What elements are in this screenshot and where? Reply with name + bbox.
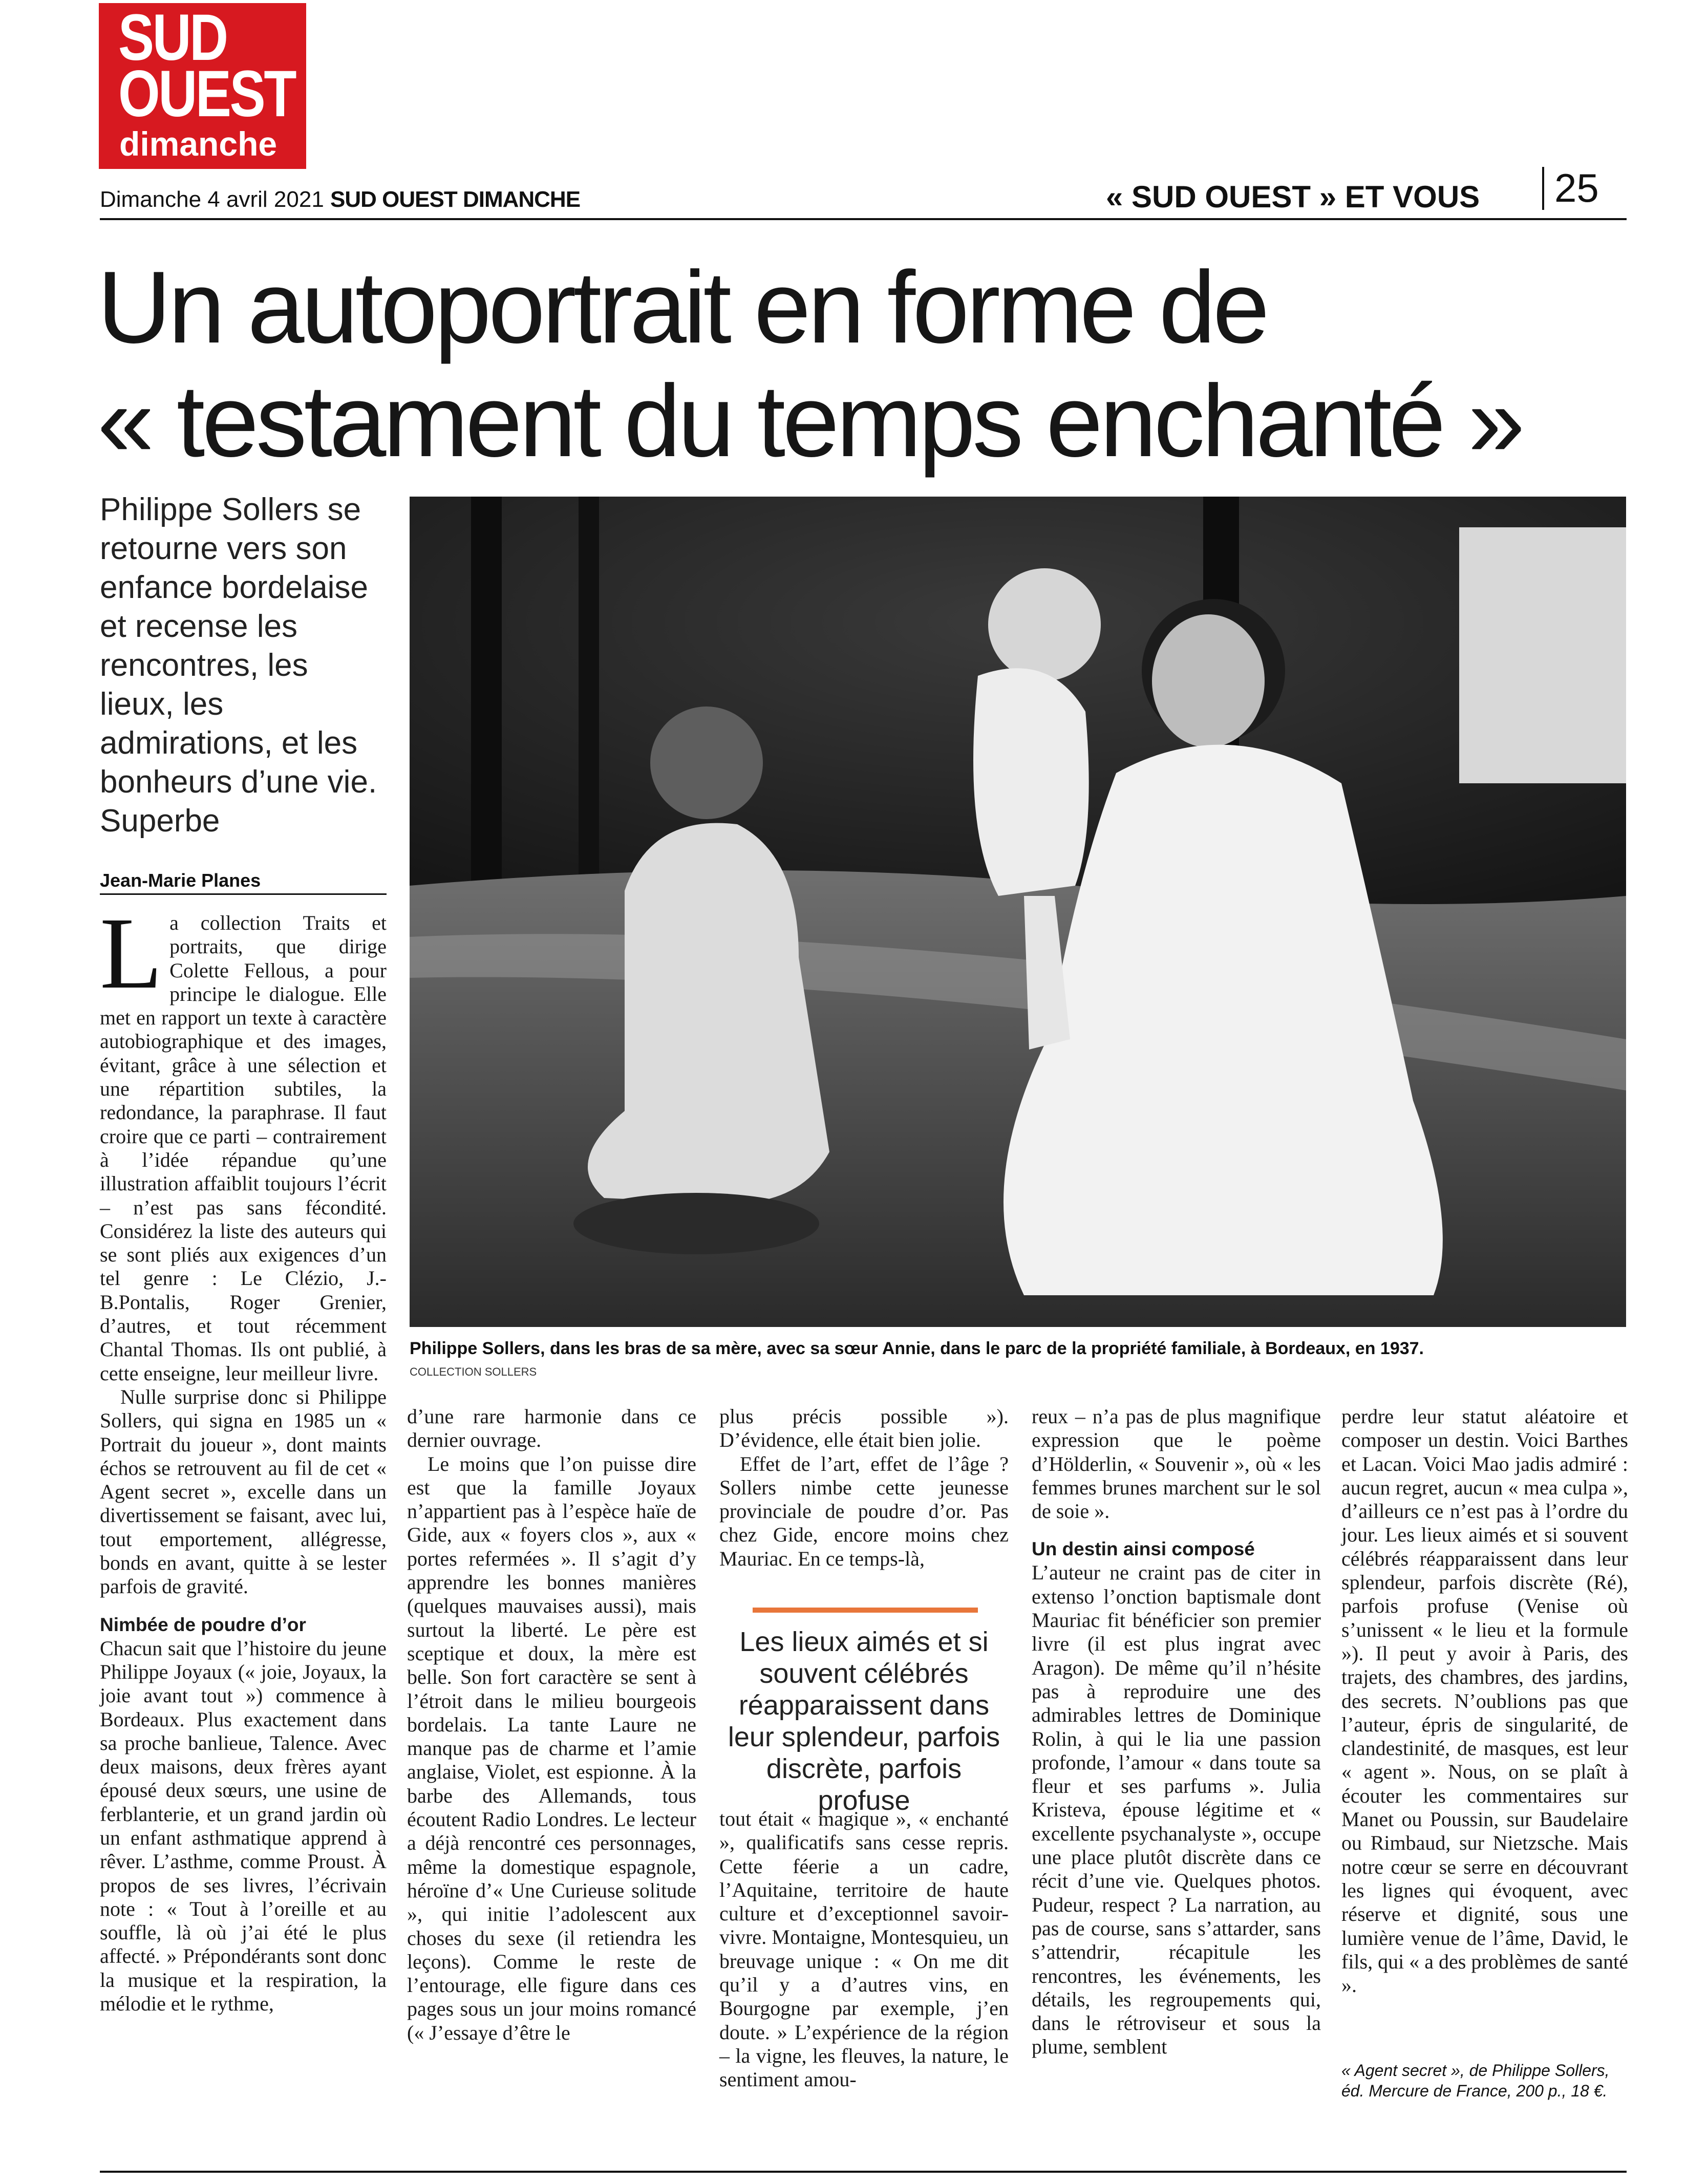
drop-cap: L	[100, 897, 163, 1010]
logo-line-dimanche: dimanche	[119, 125, 277, 163]
header-divider	[1542, 167, 1544, 210]
paragraph: perdre leur statut aléatoire et composer un destin. Voici Barthes et Lacan. Voici Mao jadis admiré : aucun regret, aucun « mea culpa », d’ailleurs ce n’est pas à l’ordre du jour. Les lieux aimés et si souvent célébrés réapparaissent dans leur splendeur, parfois discrète (Ré), parfois profuse (Venise où s’unissent « le lieu et la formule »). Il peut y avoir à Paris, des trajets, des chambres, des jardins, des secrets. N’oublions pas que l’auteur, épris de singularité, de clandestinité, de masques, est leur « agent ». Nous, on se plaît à écouter les commentaires sur Manet ou Poussin, sur Baudelaire ou Rimbaud, sur Nietzsche. Mais notre cœur se serre en découvrant les lignes qui évoquent, avec réserve et dignité, sous une lumière venue de l’âme, David, le fils, qui « a des problèmes de santé ».	[1341, 1405, 1628, 1997]
paragraph: tout était « magique », « enchanté », qualificatifs sans cesse repris. Cette féerie a un cadre, l’Aquitaine, territoire de haute culture et d’exceptionnel savoir-vivre. Montaigne, Montesquieu, un breuvage unique : « On me dit qu’il y a d’autres vins, en Bourgogne par exemple, j’en doute. » L’expérience de la région – la vigne, les fleuves, la nature, le sentiment amou-	[719, 1807, 1009, 2091]
header-publication: SUD OUEST DIMANCHE	[330, 187, 581, 212]
paragraph: Le moins que l’on puisse dire est que la famille Joyaux n’appartient pas à l’espèce haïe de Gide, aux « foyers clos », aux « portes refermées ». Il s’agit d’y apprendre les bonnes manières (quelques mauvaises aussi), mais surtout la liberté. Le père est sceptique et doux, la mère est belle. Son fort caractère se sent à l’étroit dans le milieu bourgeois bordelais. La tante Laure ne manque pas de charme et l’amie anglaise, Violet, est espionne. À la barbe des Allemands, tous écoutent Radio Londres. Le lecteur a déjà rencontré ces personnages, même la domestique espagnole, héroïne d’« Une Curieuse solitude », qui initie l’adolescent aux choses du sexe (il retiendra les leçons). Comme le reste de l’entourage, elle figure dans ces pages sous un jour moins romancé (« J’essaye d’être le	[407, 1452, 696, 2044]
logo-line-sud: SUD	[118, 1, 227, 74]
headline	[97, 251, 1638, 478]
header-dateline	[100, 184, 580, 215]
headline-line-2: « testament du temps enchanté »	[97, 364, 1522, 478]
photo-caption: Philippe Sollers, dans les bras de sa mère, avec sa sœur Annie, dans le parc de la propriété familiale, à Bordeaux, en 1937.	[410, 1339, 1424, 1358]
header-section: « SUD OUEST » ET VOUS	[1106, 180, 1480, 214]
sud-ouest-dimanche-logo	[99, 3, 306, 169]
header-date: Dimanche 4 avril 2021	[100, 187, 324, 212]
article-column-2	[407, 1405, 696, 2045]
article-column-3	[719, 1405, 1009, 1571]
article-column-4	[1032, 1405, 1321, 2059]
photo-credit: COLLECTION SOLLERS	[410, 1365, 537, 1378]
paragraph: d’une rare harmonie dans ce dernier ouvrage.	[407, 1405, 696, 1452]
lead-summary: Philippe Sollers se retourne vers son enfance bordelaise et recense les rencontres, les lieux, les admirations, et les bonheurs d’une vie. Superbe	[100, 492, 377, 839]
subheading: Un destin ainsi composé	[1032, 1538, 1255, 1560]
byline-rule	[100, 893, 387, 895]
pullquote-accent-bar	[753, 1608, 978, 1613]
paragraph: reux – n’a pas de plus magnifique expression que le poème d’Hölderlin, « Souvenir », où « les femmes brunes marchent sur le sol de soie ».	[1032, 1405, 1321, 1523]
headline-line-1: Un autoportrait en forme de	[97, 250, 1267, 365]
paragraph-text: a collection Traits et portraits, que dirige Colette Fellous, a pour principe le dialogue. Elle met en rapport un texte à caractère autobiographique et des images, évitant, grâce à une sélection et une répartition subtiles, la redondance, la paraphrase. Il faut croire que ce parti – contrairement à l’idée répandue qu’une illustration affaiblit toujours l’écrit – n’est pas sans fécondité. Considérez la liste des auteurs qui se sont pliés aux exigences d’un tel genre : Le Clézio, J.-B.Pontalis, Roger Grenier, d’autres, et tout récemment Chantal Thomas. Ils ont publié, à cette enseigne, leur meilleur livre.	[100, 911, 387, 1385]
paragraph: plus précis possible »). D’évidence, elle était bien jolie.	[719, 1405, 1009, 1452]
family-photo	[410, 497, 1626, 1327]
bottom-rule	[100, 2171, 1627, 2173]
author-byline: Jean-Marie Planes	[100, 870, 261, 891]
article-column-1	[100, 897, 387, 2016]
logo-line-ouest: OUEST	[118, 57, 295, 131]
paragraph: Effet de l’art, effet de l’âge ? Sollers nimbe cette jeunesse provinciale de poudre d’or. Pas chez Gide, encore moins chez Mauriac. En ce temps-là,	[719, 1452, 1009, 1570]
article-column-5	[1341, 1405, 1628, 1997]
header-rule	[100, 218, 1627, 220]
pullquote: Les lieux aimés et si souvent célébrés réapparaissent dans leur splendeur, parfois discrète, parfois profuse	[728, 1626, 1000, 1816]
paragraph: L’auteur ne craint pas de citer in extenso l’onction baptismale dont Mauriac fit bénéficier son premier livre (il est plus ingrat avec Aragon). De même qu’il n’hésite pas à reproduire une des admirables lettres de Dominique Rolin, à qui le lia une passion profonde, l’amour « dans toute sa fleur et ses parfums ». Julia Kristeva, épouse légitime et « excellente psychanalyste », occupe une place plutôt discrète dans ce récit d’une vie. Quelques photos. Pudeur, respect ? La narration, au pas de course, sans s’attarder, sans s’attendrir, récapitule les rencontres, les événements, les détails, les regroupements qui, dans le rétroviseur et sous la plume, semblent	[1032, 1561, 1321, 2059]
paragraph: Chacun sait que l’histoire du jeune Philippe Joyaux (« joie, Joyaux, la joie avant tout ») commence à Bordeaux. Plus exactement dans sa proche banlieue, Talence. Avec deux maisons, deux frères ayant épousé deux sœurs, une usine de ferblanterie, et un grand jardin où un enfant asthmatique apprend à rêver. L’asthme, comme Proust. À propos de ses livres, l’écrivain note : « Tout à l’oreille et au souffle, là où j’ai été le plus affecté. » Prépondérants sont donc la musique et la respiration, la mélodie et le rythme,	[100, 1636, 387, 2016]
paragraph: Nulle surprise donc si Philippe Sollers, qui signa en 1985 un « Portrait du joueur », dont maints échos se retrouvent au fil de cet « Agent secret », excelle dans un divertissement se faisant, avec lui, tout emportement, allégresse, bonds en avant, quitte à se lester parfois de gravité.	[100, 1385, 387, 1598]
article-column-3-continued	[719, 1807, 1009, 2092]
subheading: Nimbée de poudre d’or	[100, 1614, 306, 1635]
book-reference: « Agent secret », de Philippe Sollers, éd. Mercure de France, 200 p., 18 €.	[1341, 2061, 1610, 2100]
page-number: 25	[1554, 165, 1599, 210]
first-paragraph	[100, 897, 387, 1385]
